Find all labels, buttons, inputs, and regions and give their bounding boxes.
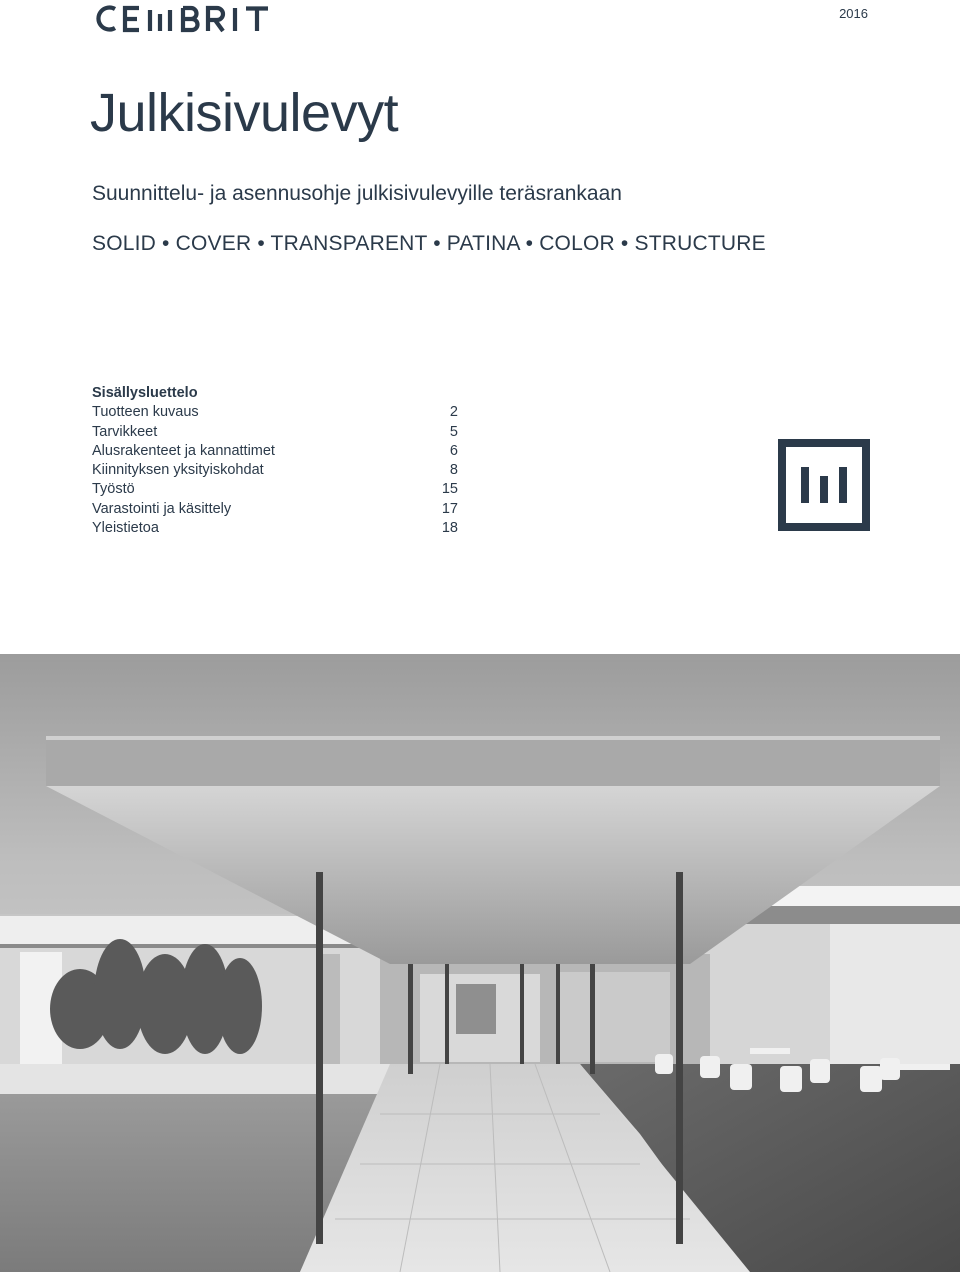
toc-item[interactable] bbox=[92, 442, 458, 461]
publication-year: 2016 bbox=[839, 6, 868, 21]
toc-item[interactable] bbox=[92, 423, 458, 442]
toc-item-page: 5 bbox=[449, 423, 458, 440]
toc-item-label: Työstö bbox=[92, 481, 135, 498]
toc-heading: Sisällysluettelo bbox=[92, 385, 198, 401]
toc-item-page: 6 bbox=[449, 442, 458, 459]
toc-item-page: 2 bbox=[449, 404, 458, 421]
table-of-contents bbox=[92, 384, 458, 538]
toc-item-label: Tuotteen kuvaus bbox=[92, 404, 199, 421]
page-subtitle: Suunnittelu- ja asennusohje julkisivulevyille teräsrankaan bbox=[92, 182, 622, 205]
toc-item-label: Tarvikkeet bbox=[92, 423, 158, 440]
product-line: SOLID • COVER • TRANSPARENT • PATINA • COLOR • STRUCTURE bbox=[92, 232, 766, 255]
cembrit-square-mark-icon bbox=[778, 439, 870, 536]
toc-item-page: 18 bbox=[441, 520, 458, 537]
toc-item[interactable] bbox=[92, 461, 458, 480]
toc-item-label: Varastointi ja käsittely bbox=[92, 500, 232, 517]
page-title: Julkisivulevyt bbox=[90, 83, 399, 143]
cembrit-logo bbox=[91, 4, 275, 34]
toc-item-page: 17 bbox=[441, 500, 458, 517]
toc-item-label: Kiinnityksen yksityiskohdat bbox=[92, 462, 264, 479]
toc-item-page: 8 bbox=[449, 462, 458, 479]
cover-photo bbox=[0, 654, 960, 1272]
toc-item-page: 15 bbox=[441, 481, 458, 498]
toc-item[interactable] bbox=[92, 480, 458, 499]
toc-item[interactable] bbox=[92, 403, 458, 422]
toc-item[interactable] bbox=[92, 500, 458, 519]
toc-item[interactable] bbox=[92, 519, 458, 538]
toc-item-label: Alusrakenteet ja kannattimet bbox=[92, 442, 275, 459]
toc-item-label: Yleistietoa bbox=[92, 520, 159, 537]
